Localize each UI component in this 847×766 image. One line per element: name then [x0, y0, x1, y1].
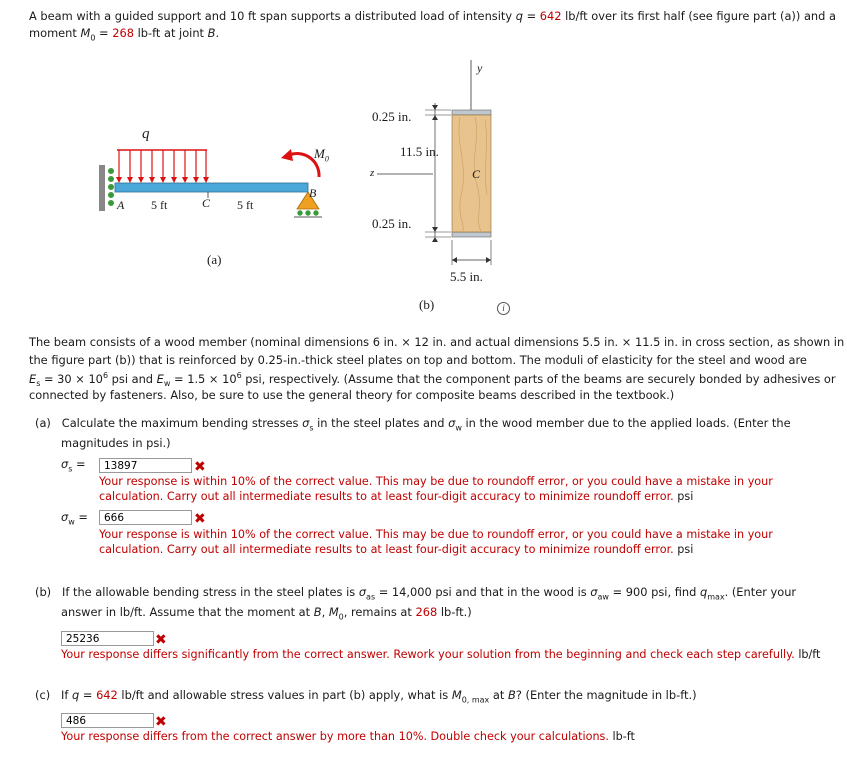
wood-height: 11.5 in. [400, 144, 439, 159]
sigma-w-label: $\sigma_w$ = [61, 510, 88, 527]
para-line-3: $E_s = 30 \times 10^6$ psi and $E_w = 1.5 \times 10^6$ psi, respectively. (Assume that the component parts of the beams are securely bonded by adhesives or [29, 371, 836, 389]
point-c-label: C [202, 196, 211, 210]
sigma-s-feedback-line-2: calculation. Carry out all intermediate results to at least four-digit accuracy to minimize roundoff error. psi [99, 490, 694, 503]
incorrect-x-icon: ✖ [155, 714, 167, 730]
part-b-question-line-2: answer in lb/ft. Assume that the moment at B, $M_0$, remains at 268 lb-ft.) [61, 605, 472, 622]
m0-label: $M_0$ [314, 146, 329, 164]
info-icon[interactable]: i [497, 302, 510, 315]
section-width: 5.5 in. [450, 269, 483, 284]
sigma-s-label: $\sigma_s$ = [61, 457, 86, 474]
sigma-w-feedback-line-1: Your response is within 10% of the correct value. This may be due to roundoff error, or you could have a mistake in your [99, 528, 773, 541]
para-line-1: The beam consists of a wood member (nominal dimensions 6 in. × 12 in. and actual dimensions 5.5 in. × 11.5 in. in cross section, as shown in [29, 335, 845, 349]
sigma-s-input[interactable]: 13897 [99, 458, 192, 473]
part-a-question-line-2: magnitudes in psi.) [61, 436, 171, 450]
q-max-input[interactable]: 25236 [61, 631, 154, 646]
bottom-plate-thickness: 0.25 in. [372, 216, 412, 231]
point-b-label: B [309, 186, 317, 200]
part-b-question: (b) If the allowable bending stress in the steel plates is $\sigma_{as} = 14,000$ psi and that in the wood is $\sigma_{aw} = 900$ psi, find $q_{max}$. (Enter your [35, 585, 797, 602]
m0-max-input[interactable]: 486 [61, 713, 154, 728]
sigma-w-input[interactable]: 666 [99, 510, 192, 525]
m0-value: 268 [112, 26, 134, 40]
y-axis-label: y [477, 61, 483, 75]
part-c-question: (c) If q = 642 lb/ft and allowable stress values in part (b) apply, what is $M_{0, max}$ at B? (Enter the magnitude in lb-ft.) [35, 688, 697, 705]
intro-line-1: A beam with a guided support and 10 ft span supports a distributed load of intensity q = 642 lb/ft over its first half (see figure part (a)) and a [29, 9, 836, 23]
sigma-s-feedback-line-1: Your response is within 10% of the correct value. This may be due to roundoff error, or you could have a mistake in your [99, 475, 773, 488]
centroid-c-label: C [472, 167, 481, 181]
steel-plate-top [452, 110, 491, 115]
distributed-load-arrows [119, 150, 206, 179]
m0-max-feedback: Your response differs from the correct answer by more than 10%. Double check your calculations. lb-ft [61, 730, 635, 743]
intro-line-2: moment $M_0 = 268$ lb-ft at joint B. [29, 26, 220, 43]
q-max-feedback: Your response differs significantly from the correct answer. Rework your solution from the beginning and check each step carefully. lb/ft [61, 648, 821, 661]
incorrect-x-icon: ✖ [194, 511, 206, 527]
point-a-label: A [117, 198, 125, 212]
beam-body [115, 183, 308, 192]
top-plate-thickness: 0.25 in. [372, 109, 412, 124]
guided-support-wall [99, 165, 105, 211]
q-load-label: q [142, 126, 150, 142]
z-axis-label: z [370, 167, 375, 179]
q-value: 642 [539, 9, 562, 23]
guided-support-rollers [108, 168, 114, 206]
steel-plate-bottom [452, 232, 491, 237]
incorrect-x-icon: ✖ [194, 459, 206, 475]
para-line-4: connected by fasteners. Also, be sure to use the general theory for composite beams described in the textbook.) [29, 388, 675, 402]
figure-a-caption: (a) [207, 252, 222, 267]
span-2-label: 5 ft [237, 198, 254, 212]
span-1-label: 5 ft [151, 198, 168, 212]
incorrect-x-icon: ✖ [155, 632, 167, 648]
sigma-w-feedback-line-2: calculation. Carry out all intermediate results to at least four-digit accuracy to minimize roundoff error. psi [99, 543, 694, 556]
figure-b-caption: (b) [419, 297, 435, 312]
part-a-question: (a) Calculate the maximum bending stresses $\sigma_s$ in the steel plates and $\sigma_w$ in the wood member due to the applied loads. (Enter the [35, 416, 791, 433]
para-line-2: the figure part (b)) that is reinforced by 0.25-in.-thick steel plates on top and bottom. The moduli of elasticity for the steel and wood are [29, 353, 807, 367]
